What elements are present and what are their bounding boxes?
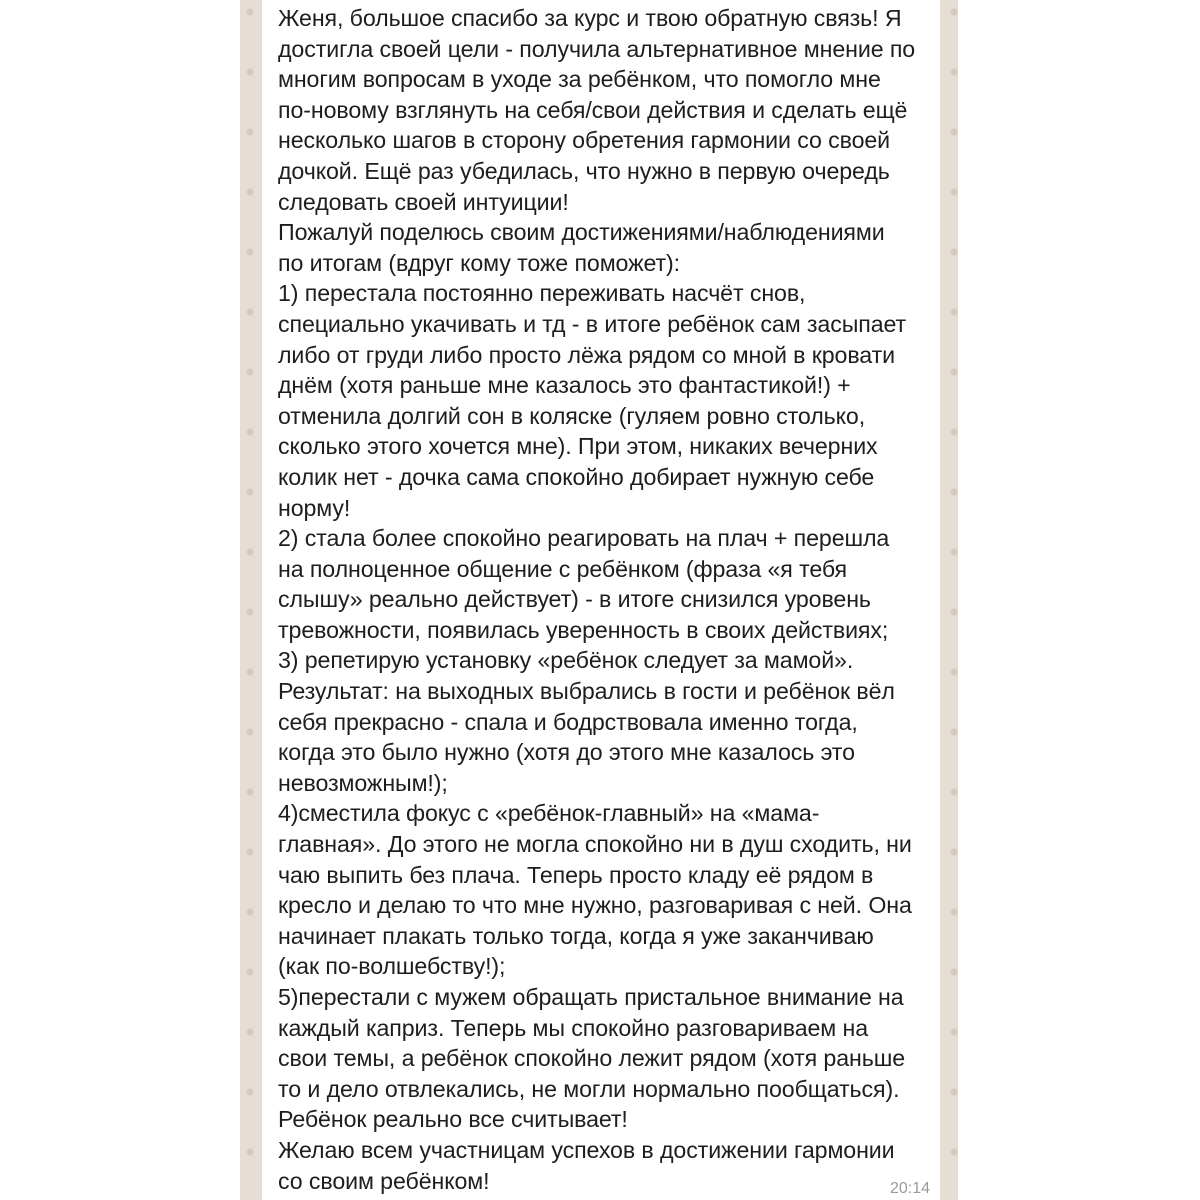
- message-line: сколько этого хочется мне). При этом, никаких вечерних: [278, 433, 878, 460]
- message-line: несколько шагов в сторону обретения гармонии со своей: [278, 127, 891, 154]
- message-line: главная». До этого не могла спокойно ни в душ сходить, ни: [278, 831, 912, 858]
- message-line: либо от груди либо просто лёжа рядом со мной в кровати: [278, 341, 895, 368]
- message-line: Женя, большое спасибо за курс и твою обратную связь! Я: [278, 5, 902, 31]
- message-line: чаю выпить без плача. Теперь просто кладу её рядом в: [278, 861, 874, 888]
- message-line: начинает плакать только тогда, когда я уже заканчиваю: [278, 922, 874, 949]
- message-line: тревожности, появилась уверенность в своих действиях;: [278, 616, 889, 643]
- message-text: [278, 3, 938, 1196]
- message-line: себя прекрасно - спала и бодрствовала именно тогда,: [278, 708, 858, 735]
- message-line: (как по-волшебству!);: [278, 953, 506, 980]
- message-line: Желаю всем участницам успехов в достижении гармонии: [278, 1136, 895, 1163]
- message-line: 1) перестала постоянно переживать насчёт снов,: [278, 280, 806, 307]
- message-line: норму!: [278, 494, 351, 521]
- message-line: по-новому взглянуть на себя/свои действия и сделать ещё: [278, 96, 908, 123]
- message-line: 2) стала более спокойно реагировать на плач + перешла: [278, 525, 890, 552]
- message-line: когда это было нужно (хотя до этого мне казалось это: [278, 739, 855, 766]
- message-line: Результат: на выходных выбрались в гости и ребёнок вёл: [278, 678, 895, 705]
- message-line: колик нет - дочка сама спокойно добирает нужную себе: [278, 463, 875, 490]
- message-line: отменила долгий сон в коляске (гуляем ровно столько,: [278, 402, 866, 429]
- message-line: свои темы, а ребёнок спокойно лежит рядом (хотя раньше: [278, 1045, 905, 1072]
- message-line: 3) репетирую установку «ребёнок следует за мамой».: [278, 647, 854, 674]
- message-line: достигла своей цели - получила альтернативное мнение по: [278, 35, 916, 62]
- message-line: невозможным!);: [278, 769, 448, 796]
- message-line: 5)перестали с мужем обращать пристальное внимание на: [278, 984, 904, 1010]
- message-line: 4)сместила фокус с «ребёнок-главный» на «мама-: [278, 800, 820, 827]
- message-line: следовать своей интуиции!: [278, 188, 569, 215]
- message-line: со своим ребёнком!: [278, 1167, 490, 1194]
- message-line: на полноценное общение с ребёнком (фраза «я тебя: [278, 555, 848, 582]
- message-line: то и дело отвлекались, не могли нормально пообщаться).: [278, 1075, 900, 1102]
- message-line: каждый каприз. Теперь мы спокойно разговариваем на: [278, 1014, 868, 1041]
- message-line: слышу» реально действует) - в итоге снизился уровень: [278, 586, 871, 613]
- message-line: Ребёнок реально все считывает!: [278, 1106, 628, 1133]
- message-line: кресло и делаю то что мне нужно, разговаривая с ней. Она: [278, 892, 912, 919]
- message-timestamp: 20:14: [889, 1180, 930, 1197]
- message-line: многим вопросам в уходе за ребёнком, что помогло мне: [278, 66, 881, 93]
- message-line: днём (хотя раньше мне казалось это фантастикой!) +: [278, 372, 851, 399]
- message-line: дочкой. Ещё раз убедилась, что нужно в первую очередь: [278, 157, 890, 184]
- message-line: Пожалуй поделюсь своим достижениями/наблюдениями: [278, 219, 885, 246]
- message-line: по итогам (вдруг кому тоже поможет):: [278, 249, 680, 276]
- message-line: специально укачивать и тд - в итоге ребёнок сам засыпает: [278, 310, 907, 337]
